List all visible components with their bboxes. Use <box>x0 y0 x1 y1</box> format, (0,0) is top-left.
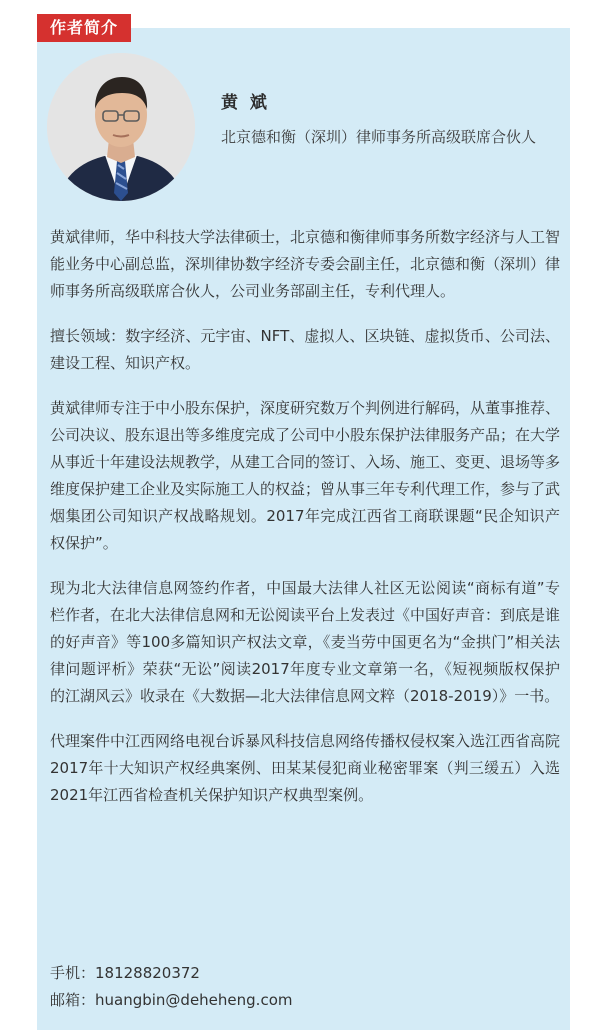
bio-paragraph-education: 黄斌律师，华中科技大学法律硕士，北京德和衡律师事务所数字经济与人工智能业务中心副总监，深圳律协数字经济专委会副主任，北京德和衡（深圳）律师事务所高级联席合伙人，公司业务部副主任，专利代理人。 <box>50 228 561 300</box>
author-name: 黄 斌 <box>221 93 270 113</box>
bio-paragraph-practice: 黄斌律师专注于中小股东保护，深度研究数万个判例进行解码，从董事推荐、公司决议、股东退出等多维度完成了公司中小股东保护法律服务产品；在大学从事近十年建设法规教学，从建工合同的签订、入场、施工、变更、退场等多维度保护建工企业及实际施工人的权益；曾从事三年专利代理工作，参与了武烟集团公司知识产权战略规划。2017年完成江西省工商联课题“民企知识产权保护”。 <box>50 399 561 552</box>
email-address: 邮箱：huangbin@deheheng.com <box>50 991 293 1009</box>
phone-number: 手机：18128820372 <box>50 964 200 982</box>
avatar <box>47 53 195 201</box>
bio-paragraph-cases: 代理案件中江西网络电视台诉暴风科技信息网络传播权侵权案入选江西省高院2017年十大知识产权经典案例、田某某侵犯商业秘密罪案（判三缓五）入选2021年江西省检查机关保护知识产权典型案例。 <box>50 732 561 804</box>
portrait-image <box>47 53 195 201</box>
bio-paragraph-publications: 现为北大法律信息网签约作者，中国最大法律人社区无讼阅读“商标有道”专栏作者，在北大法律信息网和无讼阅读平台上发表过《中国好声音：到底是谁的好声音》等100多篇知识产权法文章，《麦当劳中国更名为“金拱门”相关法律问题评析》荣获“无讼”阅读2017年度专业文章第一名，《短视频版权保护的江湖风云》收录在《大数据—北大法律信息网文粹（2018-2019）》一书。 <box>50 579 561 705</box>
section-tag: 作者简介 <box>37 14 131 42</box>
author-title: 北京德和衡（深圳）律师事务所高级联席合伙人 <box>221 128 537 146</box>
contact-info <box>50 960 560 1014</box>
bio-paragraph-expertise: 擅长领域：数字经济、元宇宙、NFT、虚拟人、区块链、虚拟货币、公司法、建设工程、知识产权。 <box>50 327 560 372</box>
author-bio <box>50 224 560 827</box>
